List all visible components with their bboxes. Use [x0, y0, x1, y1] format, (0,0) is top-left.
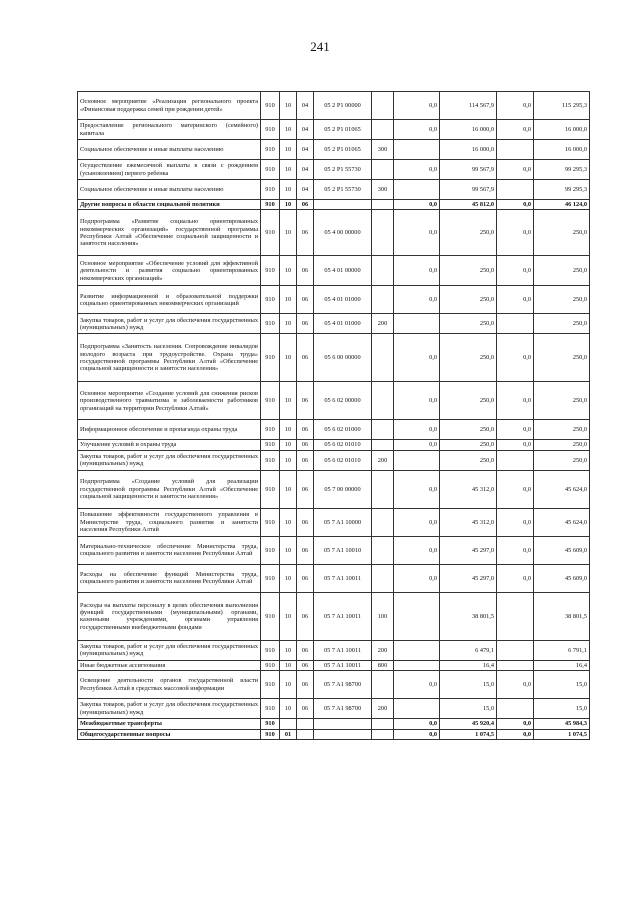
- cell-grbs: 910: [261, 564, 280, 592]
- cell-amount-a: 0,0: [394, 92, 440, 120]
- cell-vr: 200: [372, 640, 394, 660]
- cell-pr: 06: [297, 564, 314, 592]
- cell-amount-a: [394, 314, 440, 334]
- cell-csr: 05 7 A1 10011: [314, 640, 372, 660]
- cell-pr: 06: [297, 508, 314, 536]
- cell-csr: 05 7 A1 10000: [314, 508, 372, 536]
- cell-amount-a: [394, 640, 440, 660]
- cell-vr: [372, 671, 394, 699]
- cell-grbs: 910: [261, 200, 280, 210]
- cell-amount-c: 0,0: [497, 719, 534, 729]
- cell-rz: 10: [280, 200, 297, 210]
- cell-name: Социальное обеспечение и иные выплаты населению: [78, 180, 261, 200]
- cell-amount-d: 16,4: [534, 660, 590, 670]
- cell-grbs: 910: [261, 286, 280, 314]
- page-number: 241: [310, 39, 330, 54]
- table-row: [78, 671, 590, 699]
- cell-amount-a: 0,0: [394, 200, 440, 210]
- table-row: [78, 160, 590, 180]
- cell-vr: 200: [372, 699, 394, 719]
- table-row: [78, 729, 590, 739]
- cell-vr: [372, 508, 394, 536]
- cell-name: Предоставление регионального материнского (семейного) капитала: [78, 120, 261, 140]
- cell-amount-c: [497, 314, 534, 334]
- cell-pr: 04: [297, 120, 314, 140]
- cell-vr: [372, 334, 394, 382]
- cell-amount-d: 250,0: [534, 420, 590, 440]
- cell-rz: 10: [280, 420, 297, 440]
- cell-amount-a: 0,0: [394, 671, 440, 699]
- cell-amount-d: 250,0: [534, 286, 590, 314]
- cell-pr: 06: [297, 592, 314, 640]
- cell-rz: 10: [280, 334, 297, 382]
- cell-amount-a: [394, 180, 440, 200]
- cell-rz: 10: [280, 660, 297, 670]
- cell-pr: 06: [297, 671, 314, 699]
- table-row: [78, 660, 590, 670]
- cell-vr: [372, 564, 394, 592]
- cell-amount-a: 0,0: [394, 564, 440, 592]
- cell-rz: 10: [280, 564, 297, 592]
- cell-amount-b: 45 312,0: [440, 508, 497, 536]
- cell-name: Развитие информационной и образовательной поддержки социально ориентированных некоммерческих организаций: [78, 286, 261, 314]
- cell-amount-b: 45 297,0: [440, 536, 497, 564]
- cell-csr: 05 6 02 01000: [314, 420, 372, 440]
- cell-vr: [372, 160, 394, 180]
- table-row: [78, 286, 590, 314]
- cell-grbs: 910: [261, 508, 280, 536]
- cell-amount-a: 0,0: [394, 470, 440, 508]
- cell-pr: [297, 719, 314, 729]
- cell-pr: 06: [297, 660, 314, 670]
- cell-csr: [314, 719, 372, 729]
- cell-vr: [372, 719, 394, 729]
- cell-amount-b: 250,0: [440, 440, 497, 450]
- table-row: [78, 92, 590, 120]
- cell-amount-b: 99 567,9: [440, 180, 497, 200]
- cell-name: Осуществление ежемесячной выплаты в связи с рождением (усыновлением) первого ребенка: [78, 160, 261, 180]
- cell-pr: 04: [297, 140, 314, 160]
- cell-rz: 10: [280, 120, 297, 140]
- table-row: [78, 256, 590, 286]
- table-row: [78, 592, 590, 640]
- cell-vr: 800: [372, 660, 394, 670]
- cell-name: Основное мероприятие «Создание условий для снижения рисков производственного травматизма и заболеваемости работников организаций на территории Республики Алтай»: [78, 382, 261, 420]
- cell-rz: 10: [280, 140, 297, 160]
- table-row: [78, 450, 590, 470]
- cell-vr: [372, 420, 394, 440]
- cell-pr: 06: [297, 314, 314, 334]
- cell-grbs: 910: [261, 160, 280, 180]
- cell-amount-c: 0,0: [497, 536, 534, 564]
- cell-amount-d: 250,0: [534, 334, 590, 382]
- cell-pr: 06: [297, 256, 314, 286]
- table-row: [78, 200, 590, 210]
- cell-vr: [372, 210, 394, 256]
- cell-vr: [372, 470, 394, 508]
- cell-name: Информационное обеспечение и пропаганда охраны труда: [78, 420, 261, 440]
- cell-vr: 300: [372, 180, 394, 200]
- cell-amount-a: 0,0: [394, 286, 440, 314]
- table-row: [78, 508, 590, 536]
- cell-amount-b: 1 074,5: [440, 729, 497, 739]
- table-row: [78, 120, 590, 140]
- cell-grbs: 910: [261, 719, 280, 729]
- cell-vr: [372, 120, 394, 140]
- table-row: [78, 564, 590, 592]
- cell-rz: 10: [280, 470, 297, 508]
- cell-name: Улучшение условий и охраны труда: [78, 440, 261, 450]
- table-row: [78, 210, 590, 256]
- cell-amount-d: 99 295,3: [534, 180, 590, 200]
- cell-amount-a: 0,0: [394, 382, 440, 420]
- cell-grbs: 910: [261, 140, 280, 160]
- cell-csr: 05 7 A1 10011: [314, 564, 372, 592]
- cell-amount-c: 0,0: [497, 256, 534, 286]
- cell-amount-b: 45 812,0: [440, 200, 497, 210]
- cell-amount-b: 250,0: [440, 334, 497, 382]
- cell-amount-d: 250,0: [534, 210, 590, 256]
- cell-pr: [297, 729, 314, 739]
- cell-amount-a: 0,0: [394, 719, 440, 729]
- cell-csr: 05 2 P1 01065: [314, 140, 372, 160]
- cell-grbs: 910: [261, 382, 280, 420]
- table-row: [78, 719, 590, 729]
- cell-vr: 200: [372, 314, 394, 334]
- cell-amount-c: 0,0: [497, 508, 534, 536]
- cell-rz: 10: [280, 210, 297, 256]
- cell-csr: 05 2 P1 55730: [314, 180, 372, 200]
- cell-name: Основное мероприятие «Реализация регионального проекта «Финансовая поддержка семей при рождении детей»: [78, 92, 261, 120]
- cell-grbs: 910: [261, 440, 280, 450]
- cell-name: Расходы на обеспечение функций Министерства труда, социального развития и занятости населения Республики Алтай: [78, 564, 261, 592]
- cell-grbs: 910: [261, 592, 280, 640]
- cell-pr: 06: [297, 440, 314, 450]
- cell-amount-b: 45 312,0: [440, 470, 497, 508]
- cell-vr: 300: [372, 140, 394, 160]
- cell-vr: [372, 729, 394, 739]
- cell-csr: 05 6 02 01010: [314, 450, 372, 470]
- table-row: [78, 334, 590, 382]
- cell-amount-c: 0,0: [497, 334, 534, 382]
- cell-rz: 10: [280, 160, 297, 180]
- cell-amount-c: 0,0: [497, 210, 534, 256]
- cell-csr: 05 2 P1 00000: [314, 92, 372, 120]
- table-body: [78, 92, 590, 740]
- cell-csr: [314, 200, 372, 210]
- cell-amount-d: 1 074,5: [534, 729, 590, 739]
- cell-amount-b: 15,0: [440, 699, 497, 719]
- cell-amount-c: 0,0: [497, 470, 534, 508]
- cell-pr: 06: [297, 334, 314, 382]
- cell-rz: 10: [280, 382, 297, 420]
- cell-amount-b: 250,0: [440, 450, 497, 470]
- cell-name: Общегосударственные вопросы: [78, 729, 261, 739]
- cell-name: Освещение деятельности органов государственной власти Республики Алтай в средствах массовой информации: [78, 671, 261, 699]
- cell-amount-c: 0,0: [497, 564, 534, 592]
- cell-grbs: 910: [261, 729, 280, 739]
- table-row: [78, 314, 590, 334]
- cell-amount-d: 99 295,3: [534, 160, 590, 180]
- cell-amount-b: 16 000,0: [440, 120, 497, 140]
- cell-name: Подпрограмма «Занятость населения. Сопровождение инвалидов молодого возраста при трудоустройстве. Охрана труда» государственной программы Республики Алтай «Обеспечение социальной защищенности и занятости населения»: [78, 334, 261, 382]
- cell-amount-c: 0,0: [497, 286, 534, 314]
- cell-amount-b: 250,0: [440, 382, 497, 420]
- cell-vr: [372, 256, 394, 286]
- cell-vr: [372, 200, 394, 210]
- cell-amount-d: 115 295,3: [534, 92, 590, 120]
- table-row: [78, 180, 590, 200]
- cell-rz: 10: [280, 592, 297, 640]
- cell-pr: 06: [297, 450, 314, 470]
- budget-table: [77, 91, 590, 740]
- cell-vr: 100: [372, 592, 394, 640]
- cell-amount-c: 0,0: [497, 382, 534, 420]
- table-row: [78, 470, 590, 508]
- cell-csr: 05 2 P1 01065: [314, 120, 372, 140]
- cell-grbs: 910: [261, 120, 280, 140]
- cell-amount-d: 45 609,0: [534, 536, 590, 564]
- cell-rz: 10: [280, 314, 297, 334]
- cell-amount-b: 250,0: [440, 210, 497, 256]
- cell-amount-c: [497, 180, 534, 200]
- cell-name: Подпрограмма «Развитие социально ориентированных некоммерческих организаций» государственной программы Республики Алтай «Обеспечение социальной защищенности и занятости населения»: [78, 210, 261, 256]
- cell-csr: 05 7 00 00000: [314, 470, 372, 508]
- cell-name: Другие вопросы в области социальной политики: [78, 200, 261, 210]
- cell-name: Закупка товаров, работ и услуг для обеспечения государственных (муниципальных) нужд: [78, 699, 261, 719]
- cell-amount-c: [497, 140, 534, 160]
- cell-amount-d: 45 624,0: [534, 508, 590, 536]
- cell-grbs: 910: [261, 256, 280, 286]
- cell-grbs: 910: [261, 640, 280, 660]
- cell-amount-d: 250,0: [534, 440, 590, 450]
- cell-pr: 06: [297, 420, 314, 440]
- cell-amount-b: 45 297,0: [440, 564, 497, 592]
- cell-amount-d: 45 624,0: [534, 470, 590, 508]
- cell-csr: 05 6 02 01010: [314, 440, 372, 450]
- cell-vr: 200: [372, 450, 394, 470]
- cell-pr: 04: [297, 180, 314, 200]
- cell-amount-c: 0,0: [497, 440, 534, 450]
- cell-amount-a: 0,0: [394, 420, 440, 440]
- cell-name: Подпрограмма «Создание условий для реализации государственной программы Республики Алтай «Обеспечение социальной защищенности и занятости населения»: [78, 470, 261, 508]
- cell-rz: 10: [280, 508, 297, 536]
- cell-amount-d: 45 609,0: [534, 564, 590, 592]
- cell-amount-d: 46 124,0: [534, 200, 590, 210]
- cell-csr: 05 7 A1 98700: [314, 699, 372, 719]
- cell-pr: 06: [297, 470, 314, 508]
- cell-rz: 10: [280, 440, 297, 450]
- cell-amount-d: 45 984,3: [534, 719, 590, 729]
- cell-csr: 05 2 P1 55730: [314, 160, 372, 180]
- cell-amount-b: 16 000,0: [440, 140, 497, 160]
- cell-name: Материально-техническое обеспечение Министерства труда, социального развития и занятости населения Республики Алтай: [78, 536, 261, 564]
- cell-grbs: 910: [261, 660, 280, 670]
- table-row: [78, 440, 590, 450]
- cell-name: Закупка товаров, работ и услуг для обеспечения государственных (муниципальных) нужд: [78, 314, 261, 334]
- cell-amount-c: 0,0: [497, 200, 534, 210]
- cell-vr: [372, 92, 394, 120]
- cell-amount-d: 15,0: [534, 699, 590, 719]
- cell-amount-b: 45 920,4: [440, 719, 497, 729]
- cell-amount-b: 15,0: [440, 671, 497, 699]
- cell-amount-d: 38 801,5: [534, 592, 590, 640]
- cell-grbs: 910: [261, 671, 280, 699]
- table-row: [78, 140, 590, 160]
- cell-amount-d: 16 000,0: [534, 120, 590, 140]
- cell-amount-d: 250,0: [534, 450, 590, 470]
- cell-amount-a: 0,0: [394, 160, 440, 180]
- cell-grbs: 910: [261, 536, 280, 564]
- cell-pr: 06: [297, 536, 314, 564]
- cell-amount-b: 6 479,1: [440, 640, 497, 660]
- cell-amount-a: [394, 140, 440, 160]
- cell-name: Межбюджетные трансферты: [78, 719, 261, 729]
- cell-csr: 05 7 A1 10010: [314, 536, 372, 564]
- cell-csr: 05 4 01 00000: [314, 256, 372, 286]
- cell-rz: 10: [280, 640, 297, 660]
- cell-grbs: 910: [261, 450, 280, 470]
- cell-grbs: 910: [261, 470, 280, 508]
- cell-grbs: 910: [261, 180, 280, 200]
- cell-name: Закупка товаров, работ и услуг для обеспечения государственных (муниципальных) нужд: [78, 450, 261, 470]
- cell-amount-c: 0,0: [497, 120, 534, 140]
- cell-rz: [280, 719, 297, 729]
- cell-rz: 10: [280, 286, 297, 314]
- cell-rz: 10: [280, 450, 297, 470]
- cell-vr: [372, 440, 394, 450]
- cell-pr: 06: [297, 200, 314, 210]
- cell-amount-a: [394, 450, 440, 470]
- cell-amount-c: 0,0: [497, 160, 534, 180]
- cell-pr: 04: [297, 92, 314, 120]
- cell-amount-a: 0,0: [394, 508, 440, 536]
- cell-name: Расходы на выплаты персоналу в целях обеспечения выполнения функций государственными (муниципальными) органами, казенными учреждениями, органами управления государственными внебюджетными фондами: [78, 592, 261, 640]
- table-row: [78, 699, 590, 719]
- cell-amount-d: 250,0: [534, 314, 590, 334]
- cell-rz: 10: [280, 180, 297, 200]
- cell-amount-b: 114 567,9: [440, 92, 497, 120]
- cell-amount-b: 99 567,9: [440, 160, 497, 180]
- cell-amount-a: 0,0: [394, 536, 440, 564]
- cell-amount-d: 250,0: [534, 256, 590, 286]
- cell-pr: 06: [297, 210, 314, 256]
- cell-amount-d: 250,0: [534, 382, 590, 420]
- cell-amount-c: 0,0: [497, 729, 534, 739]
- cell-amount-a: 0,0: [394, 256, 440, 286]
- cell-csr: [314, 729, 372, 739]
- cell-amount-c: 0,0: [497, 92, 534, 120]
- cell-grbs: 910: [261, 314, 280, 334]
- cell-rz: 10: [280, 256, 297, 286]
- cell-amount-c: [497, 592, 534, 640]
- cell-pr: 06: [297, 382, 314, 420]
- cell-csr: 05 4 00 00000: [314, 210, 372, 256]
- cell-amount-a: [394, 592, 440, 640]
- table-row: [78, 382, 590, 420]
- cell-pr: 04: [297, 160, 314, 180]
- cell-pr: 06: [297, 286, 314, 314]
- cell-name: Социальное обеспечение и иные выплаты населению: [78, 140, 261, 160]
- cell-csr: 05 7 A1 10011: [314, 660, 372, 670]
- cell-name: Иные бюджетные ассигнования: [78, 660, 261, 670]
- cell-amount-d: 15,0: [534, 671, 590, 699]
- cell-amount-b: 250,0: [440, 314, 497, 334]
- cell-amount-c: [497, 640, 534, 660]
- cell-amount-a: 0,0: [394, 210, 440, 256]
- cell-amount-c: [497, 699, 534, 719]
- cell-grbs: 910: [261, 699, 280, 719]
- cell-amount-b: 16,4: [440, 660, 497, 670]
- cell-csr: 05 7 A1 10011: [314, 592, 372, 640]
- cell-amount-a: 0,0: [394, 120, 440, 140]
- cell-amount-c: 0,0: [497, 671, 534, 699]
- table-row: [78, 640, 590, 660]
- cell-rz: 10: [280, 699, 297, 719]
- cell-name: Закупка товаров, работ и услуг для обеспечения государственных (муниципальных) нужд: [78, 640, 261, 660]
- cell-amount-d: 16 000,0: [534, 140, 590, 160]
- cell-name: Повышение эффективности государственного управления в Министерстве труда, социального развития и занятости населения Республики Алтай: [78, 508, 261, 536]
- table-row: [78, 420, 590, 440]
- cell-vr: [372, 382, 394, 420]
- cell-rz: 01: [280, 729, 297, 739]
- cell-csr: 05 4 01 01000: [314, 286, 372, 314]
- cell-rz: 10: [280, 671, 297, 699]
- cell-csr: 05 6 00 00000: [314, 334, 372, 382]
- cell-csr: 05 4 01 01000: [314, 314, 372, 334]
- cell-rz: 10: [280, 536, 297, 564]
- cell-amount-a: 0,0: [394, 440, 440, 450]
- cell-amount-b: 250,0: [440, 256, 497, 286]
- cell-vr: [372, 536, 394, 564]
- cell-grbs: 910: [261, 334, 280, 382]
- cell-csr: 05 6 02 00000: [314, 382, 372, 420]
- cell-amount-b: 38 801,5: [440, 592, 497, 640]
- cell-grbs: 910: [261, 92, 280, 120]
- cell-amount-a: [394, 660, 440, 670]
- cell-vr: [372, 286, 394, 314]
- cell-amount-a: 0,0: [394, 729, 440, 739]
- cell-amount-a: [394, 699, 440, 719]
- cell-pr: 06: [297, 699, 314, 719]
- cell-amount-c: [497, 450, 534, 470]
- cell-amount-d: 6 791,1: [534, 640, 590, 660]
- cell-grbs: 910: [261, 420, 280, 440]
- cell-amount-b: 250,0: [440, 420, 497, 440]
- cell-amount-b: 250,0: [440, 286, 497, 314]
- cell-amount-c: 0,0: [497, 420, 534, 440]
- cell-grbs: 910: [261, 210, 280, 256]
- cell-amount-a: 0,0: [394, 334, 440, 382]
- cell-rz: 10: [280, 92, 297, 120]
- cell-csr: 05 7 A1 98700: [314, 671, 372, 699]
- table-row: [78, 536, 590, 564]
- cell-pr: 06: [297, 640, 314, 660]
- cell-amount-c: [497, 660, 534, 670]
- cell-name: Основное мероприятие «Обеспечение условий для эффективной деятельности и развития социально ориентированных некоммерческих организаций»: [78, 256, 261, 286]
